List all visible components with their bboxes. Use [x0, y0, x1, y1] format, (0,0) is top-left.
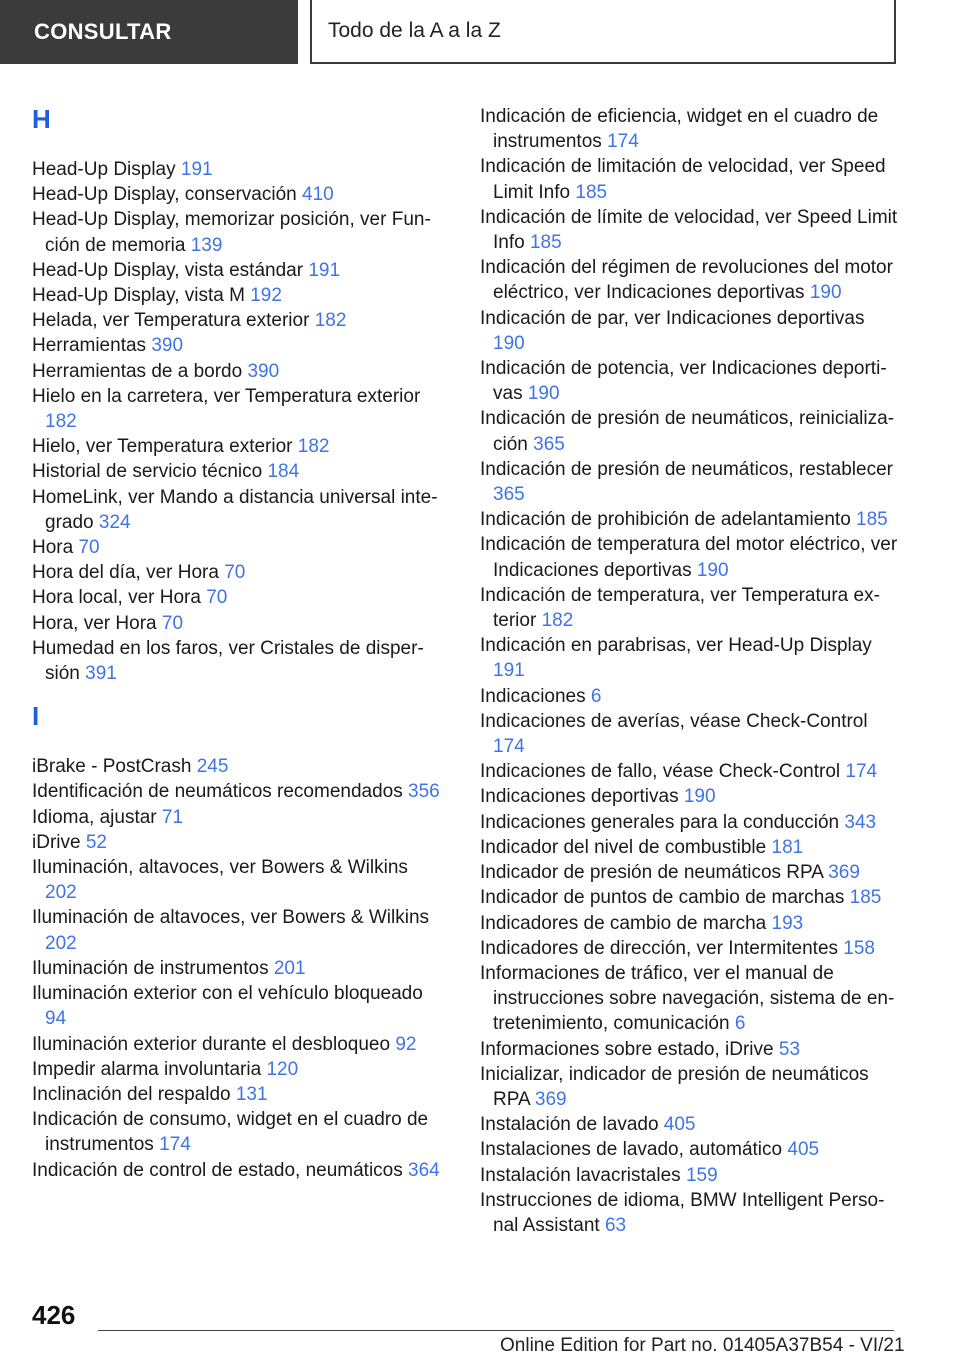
- entry-term: Indicaciones generales para la conducción: [480, 811, 840, 833]
- index-entry: [32, 1158, 442, 1183]
- page-link[interactable]: 131: [235, 1083, 268, 1105]
- index-entry: [480, 1037, 900, 1062]
- entry-term: Head-Up Display, memorizar posición, ver Función de memoria: [32, 209, 431, 256]
- entry-term: Head-Up Display, vista estándar: [32, 259, 304, 281]
- page-link[interactable]: 70: [206, 587, 228, 609]
- page-link[interactable]: 94: [45, 1008, 67, 1030]
- page-link[interactable]: 120: [266, 1058, 299, 1080]
- index-entry: [480, 961, 900, 1037]
- index-entry: [32, 560, 442, 585]
- entry-term: Instalaciones de lavado, automático: [480, 1139, 783, 1161]
- page-link[interactable]: 185: [529, 232, 562, 254]
- index-entry: [480, 583, 900, 633]
- entry-term: Informaciones sobre estado, iDrive: [480, 1038, 774, 1060]
- page-link[interactable]: 192: [250, 285, 282, 307]
- page-link[interactable]: 63: [604, 1214, 627, 1236]
- chapter-title: Todo de la A a la Z: [310, 0, 896, 64]
- entry-term: Inicializar, indicador de presión de neumáticos RPA: [480, 1063, 869, 1110]
- page-link[interactable]: 174: [845, 761, 878, 783]
- page-link[interactable]: 193: [771, 912, 804, 934]
- page-link[interactable]: 182: [297, 436, 330, 458]
- index-entry: [480, 1163, 900, 1188]
- index-list-i: [32, 754, 442, 1182]
- index-entry: [32, 1082, 442, 1107]
- index-entry: [32, 1057, 442, 1082]
- index-entry: [32, 956, 442, 981]
- index-entry: [32, 611, 442, 636]
- entry-term: Historial de servicio técnico: [32, 461, 263, 483]
- entry-term: Indicador del nivel de combustible: [480, 836, 767, 858]
- page-link[interactable]: 174: [159, 1134, 191, 1156]
- entry-term: Hielo en la carretera, ver Temperatura exterior: [32, 385, 421, 407]
- page-link[interactable]: 174: [607, 131, 639, 153]
- entry-term: Head-Up Display, conservación: [32, 184, 297, 206]
- entry-term: Herramientas de a bordo: [32, 360, 243, 382]
- index-entry: [32, 283, 442, 308]
- page-link[interactable]: 71: [161, 806, 184, 828]
- entry-term: Indicación de par, ver Indicaciones deportivas: [480, 307, 865, 329]
- page-link[interactable]: 6: [590, 685, 602, 707]
- page-link[interactable]: 190: [683, 786, 716, 808]
- entry-term: Indicaciones deportivas: [480, 786, 679, 808]
- entry-term: Iluminación exterior con el vehículo bloqueado: [32, 983, 423, 1005]
- index-entry: [480, 154, 900, 204]
- entry-term: Indicación de temperatura del motor eléctrico, ver Indicaciones deportivas: [480, 534, 898, 581]
- page-link[interactable]: 356: [408, 781, 440, 803]
- entry-term: Impedir alarma involuntaria: [32, 1058, 262, 1080]
- index-column-left: [32, 103, 442, 1183]
- index-entry: [480, 1112, 900, 1137]
- index-letter-heading: H: [32, 104, 51, 134]
- index-entry: [480, 885, 900, 910]
- entry-term: Hielo, ver Temperatura exterior: [32, 436, 293, 458]
- index-entry: [32, 830, 442, 855]
- entry-term: iDrive: [32, 831, 81, 853]
- entry-term: Indicación de presión de neumáticos, reinicialización: [480, 408, 895, 455]
- index-entry: [480, 810, 900, 835]
- index-list-h: [32, 157, 442, 686]
- page-link[interactable]: 70: [78, 537, 100, 559]
- entry-term: Indicación de eficiencia, widget en el cuadro de instrumentos: [480, 106, 879, 153]
- page-link[interactable]: 53: [778, 1038, 801, 1060]
- entry-term: Indicaciones de fallo, véase Check-Control: [480, 761, 841, 783]
- entry-term: iBrake - PostCrash: [32, 756, 192, 778]
- page-link[interactable]: 6: [734, 1013, 746, 1035]
- index-entry: [32, 636, 442, 686]
- edition-note: Online Edition for Part no. 01405A37B54 - VI/21: [500, 1335, 905, 1356]
- page-link[interactable]: 185: [849, 887, 882, 909]
- page-header: [0, 0, 960, 66]
- index-entry: [480, 860, 900, 885]
- index-entry: [480, 835, 900, 860]
- entry-term: Indicación de prohibición de adelantamiento: [480, 509, 851, 531]
- index-entry: [480, 1062, 900, 1112]
- page-link[interactable]: 365: [493, 484, 525, 506]
- entry-term: Hora local, ver Hora: [32, 587, 201, 609]
- index-entry: [32, 459, 442, 484]
- index-entry: [480, 684, 900, 709]
- entry-term: Identificación de neumáticos recomendados: [32, 781, 403, 803]
- page-link[interactable]: 245: [196, 756, 229, 778]
- index-column-right: [480, 104, 900, 1238]
- page-link[interactable]: 159: [685, 1164, 718, 1186]
- index-entry: [480, 356, 900, 406]
- index-list-right: [480, 104, 900, 1238]
- index-entry: [480, 205, 900, 255]
- page-link[interactable]: 343: [844, 811, 877, 833]
- entry-term: Indicación de control de estado, neumáticos: [32, 1159, 403, 1181]
- entry-term: Herramientas: [32, 335, 147, 357]
- page-link[interactable]: 182: [541, 610, 574, 632]
- page-link[interactable]: 181: [771, 836, 804, 858]
- page-link[interactable]: 139: [190, 234, 223, 256]
- index-entry: [32, 157, 442, 182]
- index-entry: [480, 457, 900, 507]
- page-link[interactable]: 405: [787, 1139, 820, 1161]
- page-link[interactable]: 191: [180, 159, 213, 180]
- page-link[interactable]: 70: [161, 612, 184, 634]
- index-entry: [480, 936, 900, 961]
- index-entry: [32, 981, 442, 1031]
- page-link[interactable]: 202: [45, 932, 77, 954]
- index-entry: [32, 779, 442, 804]
- entry-term: Hora del día, ver Hora: [32, 562, 219, 584]
- index-entry: [480, 1137, 900, 1162]
- entry-term: Indicación de limitación de velocidad, ver Speed Limit Info: [480, 156, 886, 203]
- page-link[interactable]: 158: [843, 937, 875, 959]
- entry-term: Instalación lavacristales: [480, 1164, 681, 1186]
- index-entry: [32, 535, 442, 560]
- index-entry: [32, 905, 442, 955]
- entry-term: Iluminación, altavoces, ver Bowers & Wilkins: [32, 857, 408, 879]
- entry-term: Indicador de presión de neumáticos RPA: [480, 862, 823, 884]
- page-link[interactable]: 191: [493, 660, 525, 682]
- index-entry: [480, 1188, 900, 1238]
- entry-term: Indicación de potencia, ver Indicaciones deportivas: [480, 358, 887, 405]
- index-entry: [32, 384, 442, 434]
- entry-term: Indicador de puntos de cambio de marchas: [480, 887, 845, 909]
- entry-term: Humedad en los faros, ver Cristales de dispersión: [32, 637, 424, 685]
- page-link[interactable]: 405: [663, 1114, 696, 1136]
- index-entry: [480, 709, 900, 759]
- entry-term: Indicadores de cambio de marcha: [480, 912, 767, 934]
- index-entry: [32, 805, 442, 830]
- index-entry: [32, 333, 442, 358]
- page-link[interactable]: 182: [45, 411, 77, 433]
- index-entry: [32, 855, 442, 905]
- page-link[interactable]: 190: [696, 559, 729, 581]
- index-entry: [32, 485, 442, 535]
- index-letter-heading: I: [32, 701, 40, 732]
- index-entry: [480, 507, 900, 532]
- page-link[interactable]: 190: [809, 282, 842, 304]
- entry-term: Indicación de consumo, widget en el cuadro de instrumentos: [32, 1109, 429, 1156]
- index-entry: [480, 759, 900, 784]
- entry-term: Informaciones de tráfico, ver el manual de instrucciones sobre navegación, sistema de entretenimiento, comunicación: [480, 962, 895, 1035]
- entry-term: Indicaciones de averías, véase Check-Control: [480, 710, 868, 732]
- entry-term: Indicaciones: [480, 685, 586, 707]
- page-link[interactable]: 390: [247, 360, 280, 382]
- page-link[interactable]: 52: [85, 831, 107, 853]
- entry-term: Hora, ver Hora: [32, 612, 157, 634]
- entry-term: Idioma, ajustar: [32, 806, 157, 828]
- index-entry: [32, 359, 442, 384]
- index-entry: [32, 258, 442, 283]
- page-link[interactable]: 174: [493, 736, 525, 758]
- entry-term: Indicación de presión de neumáticos, restablecer: [480, 458, 893, 480]
- index-entry: [480, 784, 900, 809]
- page-link[interactable]: 182: [314, 310, 347, 332]
- entry-term: Iluminación de altavoces, ver Bowers & Wilkins: [32, 907, 430, 929]
- page-number: 426: [32, 1300, 76, 1330]
- entry-term: Indicación en parabrisas, ver Head-Up Display: [480, 635, 872, 657]
- page-link[interactable]: 365: [533, 433, 565, 455]
- index-entry: [32, 585, 442, 610]
- page-link[interactable]: 190: [527, 383, 560, 405]
- index-entry: [480, 532, 900, 582]
- footer-divider: [98, 1330, 894, 1331]
- entry-term: Indicación de límite de velocidad, ver Speed Limit Info: [480, 206, 898, 254]
- index-entry: [32, 1107, 442, 1157]
- index-entry: [32, 207, 442, 257]
- page-link[interactable]: 391: [85, 663, 117, 685]
- page-link[interactable]: 202: [45, 882, 77, 904]
- page-link[interactable]: 369: [534, 1088, 567, 1110]
- index-entry: [480, 255, 900, 305]
- entry-term: Indicadores de dirección, ver Intermitentes: [480, 937, 839, 959]
- entry-term: Instrucciones de idioma, BMW Intelligent Personal Assistant: [480, 1189, 885, 1236]
- index-entry: [32, 308, 442, 333]
- index-entry: [32, 434, 442, 459]
- page-link[interactable]: 191: [308, 259, 341, 281]
- index-entry: [480, 104, 900, 154]
- entry-term: Instalación de lavado: [480, 1114, 659, 1136]
- section-tab: CONSULTAR: [0, 0, 298, 64]
- page-link[interactable]: 92: [395, 1033, 417, 1055]
- entry-term: HomeLink, ver Mando a distancia universal integrado: [32, 486, 438, 533]
- index-entry: [32, 1032, 442, 1057]
- page-link[interactable]: 390: [151, 335, 184, 357]
- entry-term: Head-Up Display, vista M: [32, 285, 245, 307]
- entry-term: Helada, ver Temperatura exterior: [32, 310, 310, 332]
- page-link[interactable]: 185: [856, 509, 888, 531]
- index-entry: [480, 911, 900, 936]
- page-link[interactable]: 364: [408, 1159, 440, 1181]
- entry-term: Inclinación del respaldo: [32, 1083, 231, 1105]
- index-entry: [480, 306, 900, 356]
- page-link[interactable]: 185: [575, 181, 608, 203]
- page-link[interactable]: 201: [273, 957, 306, 979]
- entry-term: Iluminación exterior durante el desbloqueo: [32, 1033, 391, 1055]
- entry-term: Head-Up Display: [32, 159, 176, 180]
- index-entry: [480, 633, 900, 683]
- entry-term: Indicación del régimen de revoluciones del motor eléctrico, ver Indicaciones deportivas: [480, 257, 893, 304]
- entry-term: Iluminación de instrumentos: [32, 957, 269, 979]
- page-link[interactable]: 369: [828, 862, 860, 884]
- index-entry: [480, 406, 900, 456]
- index-entry: [32, 754, 442, 779]
- page-link[interactable]: 184: [267, 461, 300, 483]
- page-link[interactable]: 324: [98, 511, 131, 533]
- entry-term: Hora: [32, 537, 74, 559]
- index-entry: [32, 182, 442, 207]
- page-link[interactable]: 410: [302, 184, 334, 206]
- page-link[interactable]: 190: [493, 332, 525, 354]
- page-link[interactable]: 70: [224, 562, 246, 584]
- entry-term: Indicación de temperatura, ver Temperatura exterior: [480, 584, 880, 632]
